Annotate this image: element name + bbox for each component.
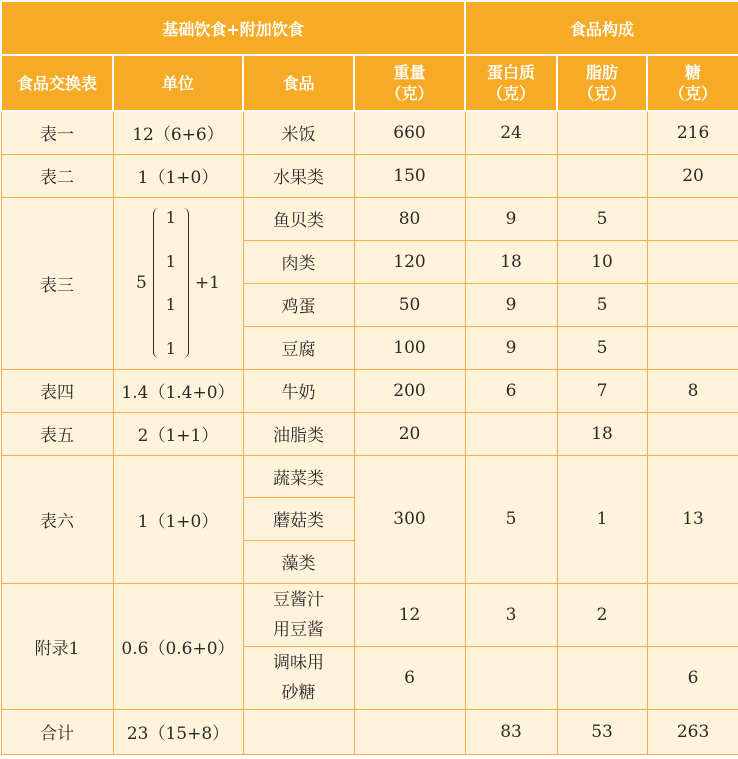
food-cell: 牛奶 xyxy=(243,369,354,412)
weight-cell: 120 xyxy=(354,240,465,283)
table-name: 表一 xyxy=(1,111,113,154)
group-header-composition: 食品构成 xyxy=(465,1,738,55)
sugar-cell xyxy=(647,283,738,326)
fat-cell: 18 xyxy=(557,412,647,455)
table-row xyxy=(1,412,738,455)
protein-cell: 5 xyxy=(465,455,557,583)
protein-cell: 24 xyxy=(465,111,557,154)
sugar-cell: 216 xyxy=(647,111,738,154)
col-header-protein: 蛋白质 （克） xyxy=(465,55,557,111)
fat-cell: 5 xyxy=(557,283,647,326)
unit-brace-item: 1 xyxy=(165,338,176,358)
table-name: 附录1 xyxy=(1,583,113,709)
header-column-row xyxy=(1,55,738,111)
weight-cell: 20 xyxy=(354,412,465,455)
table-name: 表三 xyxy=(1,197,113,369)
protein-cell xyxy=(465,412,557,455)
sugar-cell: 263 xyxy=(647,709,738,754)
unit-brace-item: 1 xyxy=(165,295,176,315)
fat-cell xyxy=(557,646,647,709)
col-header-table: 食品交换表 xyxy=(1,55,113,111)
unit-extra: +1 xyxy=(194,273,220,293)
sugar-cell: 13 xyxy=(647,455,738,583)
col-header-food: 食品 xyxy=(243,55,354,111)
table-name: 表二 xyxy=(1,154,113,197)
unit-brace-item: 1 xyxy=(165,208,176,227)
fat-cell: 53 xyxy=(557,709,647,754)
unit-cell: 12（6+6） xyxy=(113,111,243,154)
unit-cell-brace xyxy=(113,197,243,369)
sugar-cell: 8 xyxy=(647,369,738,412)
fat-cell: 5 xyxy=(557,326,647,369)
col-header-sugar: 糖 （克） xyxy=(647,55,738,111)
food-cell: 米饭 xyxy=(243,111,354,154)
food-cell: 鸡蛋 xyxy=(243,283,354,326)
protein-cell: 83 xyxy=(465,709,557,754)
sugar-cell xyxy=(647,240,738,283)
unit-main: 5 xyxy=(136,273,147,293)
food-cell: 水果类 xyxy=(243,154,354,197)
table-row xyxy=(1,369,738,412)
food-cell: 肉类 xyxy=(243,240,354,283)
table-name: 合计 xyxy=(1,709,113,754)
fat-cell: 2 xyxy=(557,583,647,646)
food-cell: 豆酱汁 用豆酱 xyxy=(243,583,354,646)
table-row xyxy=(1,583,738,646)
protein-cell: 6 xyxy=(465,369,557,412)
weight-cell: 12 xyxy=(354,583,465,646)
protein-cell xyxy=(465,646,557,709)
sugar-cell xyxy=(647,583,738,646)
table-row xyxy=(1,154,738,197)
weight-cell: 50 xyxy=(354,283,465,326)
weight-cell xyxy=(354,709,465,754)
weight-cell: 200 xyxy=(354,369,465,412)
weight-cell: 150 xyxy=(354,154,465,197)
protein-cell: 9 xyxy=(465,283,557,326)
unit-cell: 1.4（1.4+0） xyxy=(113,369,243,412)
sugar-cell: 20 xyxy=(647,154,738,197)
protein-cell: 3 xyxy=(465,583,557,646)
col-header-fat: 脂肪 （克） xyxy=(557,55,647,111)
fat-cell: 7 xyxy=(557,369,647,412)
unit-cell: 0.6（0.6+0） xyxy=(113,583,243,709)
sugar-cell xyxy=(647,412,738,455)
unit-brace xyxy=(153,208,189,358)
group-header-diet: 基础饮食+附加饮食 xyxy=(1,1,465,55)
fat-cell xyxy=(557,111,647,154)
table-row xyxy=(1,197,738,240)
fat-cell: 1 xyxy=(557,455,647,583)
food-cell: 蘑菇类 xyxy=(243,497,354,540)
food-cell: 调味用 砂糖 xyxy=(243,646,354,709)
protein-cell xyxy=(465,154,557,197)
food-cell: 油脂类 xyxy=(243,412,354,455)
protein-cell: 9 xyxy=(465,326,557,369)
sugar-cell xyxy=(647,197,738,240)
protein-cell: 9 xyxy=(465,197,557,240)
unit-cell: 1（1+0） xyxy=(113,154,243,197)
table-name: 表五 xyxy=(1,412,113,455)
weight-cell: 660 xyxy=(354,111,465,154)
unit-brace-item: 1 xyxy=(165,251,176,271)
unit-brace-group xyxy=(136,208,220,358)
food-cell: 藻类 xyxy=(243,540,354,583)
weight-cell: 300 xyxy=(354,455,465,583)
food-cell xyxy=(243,709,354,754)
fat-cell: 10 xyxy=(557,240,647,283)
table-name: 表六 xyxy=(1,455,113,583)
table-row xyxy=(1,111,738,154)
header-group-row xyxy=(1,1,738,55)
unit-cell: 2（1+1） xyxy=(113,412,243,455)
table-name: 表四 xyxy=(1,369,113,412)
food-cell: 蔬菜类 xyxy=(243,455,354,497)
protein-cell: 18 xyxy=(465,240,557,283)
weight-cell: 6 xyxy=(354,646,465,709)
table-row xyxy=(1,455,738,497)
sugar-cell xyxy=(647,326,738,369)
weight-cell: 80 xyxy=(354,197,465,240)
unit-cell: 23（15+8） xyxy=(113,709,243,754)
sugar-cell: 6 xyxy=(647,646,738,709)
total-row xyxy=(1,709,738,754)
food-cell: 鱼贝类 xyxy=(243,197,354,240)
fat-cell xyxy=(557,154,647,197)
unit-cell: 1（1+0） xyxy=(113,455,243,583)
col-header-unit: 单位 xyxy=(113,55,243,111)
col-header-weight: 重量 （克） xyxy=(354,55,465,111)
fat-cell: 5 xyxy=(557,197,647,240)
weight-cell: 100 xyxy=(354,326,465,369)
food-cell: 豆腐 xyxy=(243,326,354,369)
